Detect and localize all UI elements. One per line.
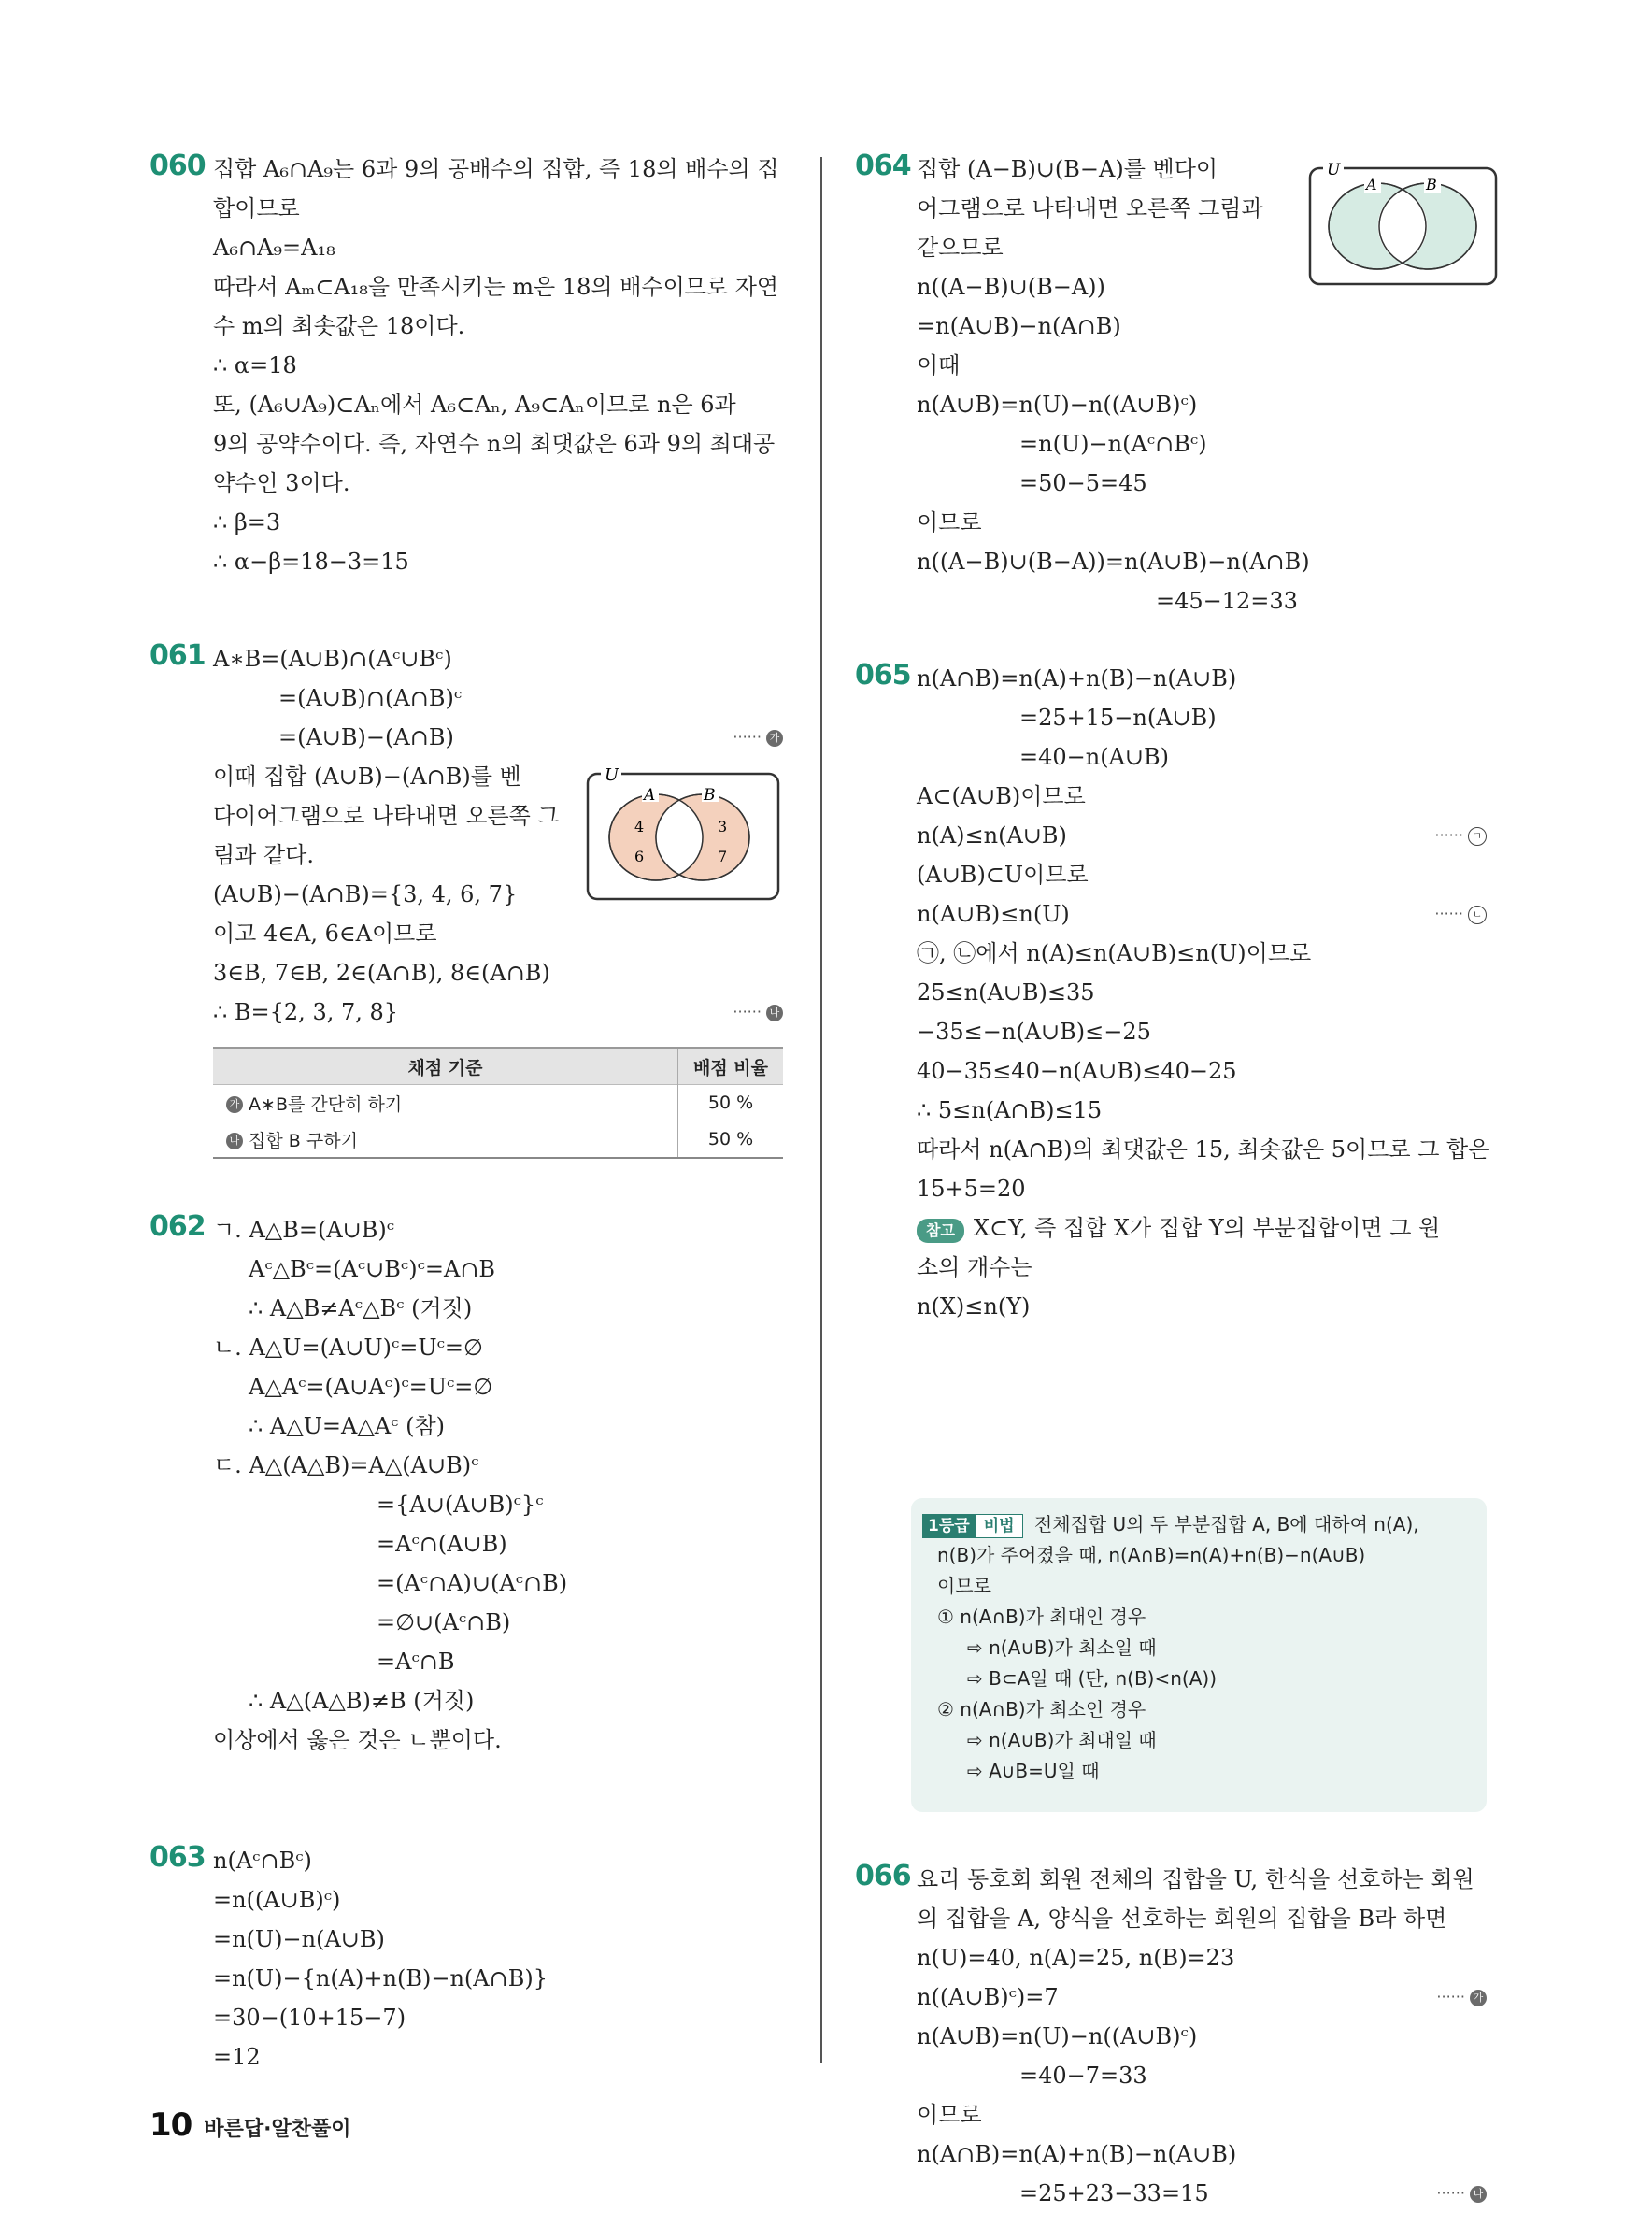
text-line: =40−n(A∪B)	[1019, 744, 1170, 770]
venn-diagram	[586, 763, 782, 903]
tip-line: ① n(A∩B)가 최대인 경우	[937, 1606, 1146, 1628]
text-line: 이므로	[917, 509, 982, 535]
text-line: n(A∪B)=n(U)−n((A∪B)ᶜ)	[917, 2023, 1198, 2049]
text-line: n(A∩B)=n(A)+n(B)−n(A∪B)	[917, 665, 1237, 692]
text-line: n((A−B)∪(B−A))	[917, 274, 1105, 300]
text-line: −35≤−n(A∪B)≤−25	[917, 1019, 1151, 1045]
text-line: 의 집합을 A, 양식을 선호하는 회원의 집합을 B라 하면	[917, 1906, 1447, 1932]
text-line: 집합 (A−B)∪(B−A)를 벤다이	[917, 156, 1218, 182]
problem-number: 060	[150, 150, 206, 182]
tip-line: 이므로	[937, 1575, 991, 1597]
text-line: (A∪B)⊂U이므로	[917, 862, 1089, 888]
text-line: =∅∪(Aᶜ∩B)	[377, 1609, 511, 1635]
text-line: n(A∪B)=n(U)−n((A∪B)ᶜ)	[917, 392, 1198, 418]
tip-line	[922, 1509, 1487, 1540]
text-line: A₆∩A₉=A₁₈	[213, 235, 335, 261]
text-line: ∴ A△B≠Aᶜ△Bᶜ (거짓)	[249, 1295, 473, 1321]
set-a-label: A	[1366, 176, 1377, 193]
tip-tag-grade: 1등급	[922, 1514, 976, 1538]
tip-line: ⇨ A∪B=U일 때	[967, 1760, 1100, 1782]
universal-set-label: U	[1327, 161, 1341, 179]
equation: n(A∪B)≤n(U)	[917, 901, 1070, 927]
text-line: ={A∪(A∪B)ᶜ}ᶜ	[377, 1492, 544, 1518]
venn-diagram	[1308, 157, 1500, 288]
problem-number: 062	[150, 1210, 206, 1243]
problem-number: 061	[150, 639, 206, 672]
text-line: n(U)=40, n(A)=25, n(B)=23	[917, 1945, 1235, 1971]
marker	[1434, 894, 1487, 934]
text-line: 40−35≤40−n(A∪B)≤40−25	[917, 1058, 1237, 1084]
text-line: 9의 공약수이다. 즉, 자연수 n의 최댓값은 6과 9의 최대공	[213, 431, 776, 457]
problem-number: 065	[855, 659, 911, 692]
text-line	[917, 816, 1496, 855]
tip-line: ② n(A∩B)가 최소인 경우	[937, 1698, 1146, 1720]
text-line: n(A∩B)=n(A)+n(B)−n(A∪B)	[917, 2141, 1237, 2167]
marker-dots: ······	[1436, 2184, 1465, 2202]
column-header: 채점 기준	[213, 1048, 678, 1085]
circle-marker: 나	[226, 1133, 243, 1149]
note-text: X⊂Y, 즉 집합 X가 집합 Y의 부분집합이면 그 원	[973, 1215, 1441, 1241]
column-divider	[820, 157, 822, 2063]
tip-line: n(B)가 주어졌을 때, n(A∩B)=n(A)+n(B)−n(A∪B)	[937, 1544, 1366, 1566]
text-line: n(Aᶜ∩Bᶜ)	[213, 1848, 312, 1874]
text-line: 이때 집합 (A∪B)−(A∩B)를 벤	[213, 764, 521, 790]
note-tag: 참고	[917, 1219, 964, 1243]
problem-body	[213, 1210, 792, 1760]
text-line	[213, 992, 792, 1032]
text-line: =(A∪B)∩(A∩B)ᶜ	[278, 685, 463, 711]
criteria-text: A∗B를 간단히 하기	[249, 1093, 403, 1115]
scoring-table	[213, 1047, 783, 1159]
tip-tag-secret: 비법	[976, 1514, 1023, 1538]
note-line	[917, 1208, 1496, 1248]
text-line: ㄴ. A△U=(A∪U)ᶜ=Uᶜ=∅	[213, 1335, 483, 1361]
text-line: 15+5=20	[917, 1176, 1026, 1202]
text-line: =12	[213, 2044, 261, 2070]
text-line: =Aᶜ∩B	[377, 1649, 455, 1675]
text-line: =n((A∪B)ᶜ)	[213, 1887, 341, 1913]
problem-number: 063	[150, 1841, 206, 1874]
text-line: ∴ 5≤n(A∩B)≤15	[917, 1097, 1103, 1123]
text-line: ∴ α−β=18−3=15	[213, 549, 409, 575]
marker	[1434, 816, 1487, 855]
marker-dots: ······	[1434, 905, 1463, 922]
problem-number: 064	[855, 150, 911, 182]
text-line: =(Aᶜ∩A)∪(Aᶜ∩B)	[377, 1570, 568, 1596]
text-line	[917, 894, 1496, 934]
text-line: 이므로	[917, 2102, 982, 2128]
text-line: =45−12=33	[1156, 588, 1298, 614]
page-number: 10	[150, 2106, 192, 2144]
universal-set-label: U	[605, 765, 620, 785]
text-line: ㉠, ㉡에서 n(A)≤n(A∪B)≤n(U)이므로	[917, 940, 1312, 966]
equation: n(A)≤n(A∪B)	[917, 822, 1067, 849]
table-header-row	[213, 1048, 783, 1085]
text-line: =40−7=33	[1019, 2063, 1147, 2089]
text-line: A⊂(A∪B)이므로	[917, 783, 1086, 809]
text-line: 약수인 3이다.	[213, 470, 350, 496]
text-line: 이고 4∈A, 6∈A이므로	[213, 921, 437, 947]
marker	[733, 718, 783, 757]
text-line: Aᶜ△Bᶜ=(Aᶜ∪Bᶜ)ᶜ=A∩B	[249, 1256, 496, 1282]
tip-line: ⇨ B⊂A일 때 (단, n(B)<n(A))	[967, 1667, 1217, 1690]
element-value: 3	[718, 818, 728, 835]
text-line: =25+15−n(A∪B)	[1019, 705, 1217, 731]
text-line: =n(U)−{n(A)+n(B)−n(A∩B)}	[213, 1965, 548, 1992]
text-line: 림과 같다.	[213, 842, 314, 868]
element-value: 7	[718, 848, 728, 865]
text-line: n((A−B)∪(B−A))=n(A∪B)−n(A∩B)	[917, 549, 1310, 575]
page-footer	[150, 2106, 351, 2144]
text-line: 요리 동호회 회원 전체의 집합을 U, 한식을 선호하는 회원	[917, 1866, 1474, 1892]
text-line: 따라서 n(A∩B)의 최댓값은 15, 최솟값은 5이므로 그 합은	[917, 1136, 1490, 1163]
text-line: =50−5=45	[1019, 470, 1147, 496]
table-cell	[213, 1121, 678, 1159]
text-line: =n(A∪B)−n(A∩B)	[917, 313, 1121, 339]
element-value: 4	[634, 818, 645, 835]
text-line: 또, (A₆∪A₉)⊂Aₙ에서 A₆⊂Aₙ, A₉⊂Aₙ이므로 n은 6과	[213, 392, 736, 418]
text-line: 이때	[917, 352, 961, 378]
text-line	[917, 2174, 1496, 2213]
marker-dots: ······	[1436, 1988, 1465, 2006]
problem-body	[213, 1841, 792, 2077]
table-cell: 50 %	[678, 1121, 784, 1159]
tip-text: 전체집합 U의 두 부분집합 A, B에 대하여 n(A),	[1033, 1513, 1419, 1535]
tip-box	[911, 1498, 1487, 1812]
text-line: 같으므로	[917, 235, 1004, 261]
text-line: 이상에서 옳은 것은 ㄴ뿐이다.	[213, 1727, 502, 1753]
equation: ∴ B={2, 3, 7, 8}	[213, 999, 399, 1025]
element-value: 6	[634, 848, 645, 865]
note-line: 소의 개수는	[917, 1254, 1032, 1280]
problem-number: 066	[855, 1860, 911, 1892]
text-line: 다이어그램으로 나타내면 오른쪽 그	[213, 803, 560, 829]
circle-marker: 가	[1470, 1990, 1487, 2006]
text-line: =n(U)−n(Aᶜ∩Bᶜ)	[1019, 431, 1207, 457]
text-line: (A∪B)−(A∩B)={3, 4, 6, 7}	[213, 881, 518, 907]
marker-dots: ······	[733, 728, 762, 746]
circle-marker: ㄴ	[1468, 906, 1487, 924]
set-a-label: A	[644, 786, 656, 805]
text-line	[917, 1977, 1496, 2017]
table-cell: 50 %	[678, 1085, 784, 1121]
text-line: ∴ α=18	[213, 352, 297, 378]
problem-body	[213, 150, 792, 581]
text-line: ∴ β=3	[213, 509, 281, 535]
text-line: 따라서 Aₘ⊂A₁₈을 만족시키는 m은 18의 배수이므로 자연	[213, 274, 779, 300]
problem-body	[917, 1860, 1496, 2213]
table-row	[213, 1121, 783, 1159]
text-line: A△Aᶜ=(A∪Aᶜ)ᶜ=Uᶜ=∅	[249, 1374, 493, 1400]
set-b-label: B	[704, 786, 716, 805]
table-row	[213, 1085, 783, 1121]
text-line: 3∈B, 7∈B, 2∈(A∩B), 8∈(A∩B)	[213, 960, 550, 986]
tip-line: ⇨ n(A∪B)가 최소일 때	[967, 1636, 1157, 1659]
text-line: ∴ A△U=A△Aᶜ (참)	[249, 1413, 445, 1439]
text-line: 수 m의 최솟값은 18이다.	[213, 313, 465, 339]
text-line: ㄱ. A△B=(A∪B)ᶜ	[213, 1217, 395, 1243]
tip-tag	[922, 1514, 1023, 1538]
marker	[1436, 2174, 1487, 2213]
equation: n((A∪B)ᶜ)=7	[917, 1984, 1059, 2010]
text-line: ㄷ. A△(A△B)=A△(A∪B)ᶜ	[213, 1452, 479, 1478]
equation: =25+23−33=15	[1019, 2180, 1209, 2206]
circle-marker: ㄱ	[1468, 827, 1487, 846]
text-line: =Aᶜ∩(A∪B)	[377, 1531, 507, 1557]
text-line: 25≤n(A∪B)≤35	[917, 979, 1095, 1006]
column-header: 배점 비율	[678, 1048, 784, 1085]
text-line: A∗B=(A∪B)∩(Aᶜ∪Bᶜ)	[213, 646, 452, 672]
note-line: n(X)≤n(Y)	[917, 1293, 1031, 1320]
text-line: ∴ A△(A△B)≠B (거짓)	[249, 1688, 475, 1714]
text-line: =n(U)−n(A∪B)	[213, 1926, 385, 1952]
circle-marker: 나	[766, 1005, 783, 1021]
circle-marker: 가	[766, 730, 783, 747]
text-line	[213, 718, 792, 757]
criteria-text: 집합 B 구하기	[249, 1130, 358, 1151]
equation: =(A∪B)−(A∩B)	[278, 724, 454, 750]
tip-line: ⇨ n(A∪B)가 최대일 때	[967, 1729, 1157, 1751]
text-line: 집합 A₆∩A₉는 6과 9의 공배수의 집합, 즉 18의 배수의 집	[213, 156, 779, 182]
set-b-label: B	[1426, 176, 1437, 193]
marker	[733, 992, 783, 1032]
marker-dots: ······	[733, 1003, 762, 1021]
text-line: 합이므로	[213, 195, 300, 221]
circle-marker: 가	[226, 1096, 243, 1113]
circle-marker: 나	[1470, 2186, 1487, 2203]
marker-dots: ······	[1434, 826, 1463, 844]
text-line: 어그램으로 나타내면 오른쪽 그림과	[917, 195, 1263, 221]
table-cell	[213, 1085, 678, 1121]
text-line: =30−(10+15−7)	[213, 2005, 406, 2031]
book-title: 바른답·알찬풀이	[204, 2118, 351, 2141]
problem-body	[917, 659, 1496, 1326]
marker	[1436, 1977, 1487, 2017]
